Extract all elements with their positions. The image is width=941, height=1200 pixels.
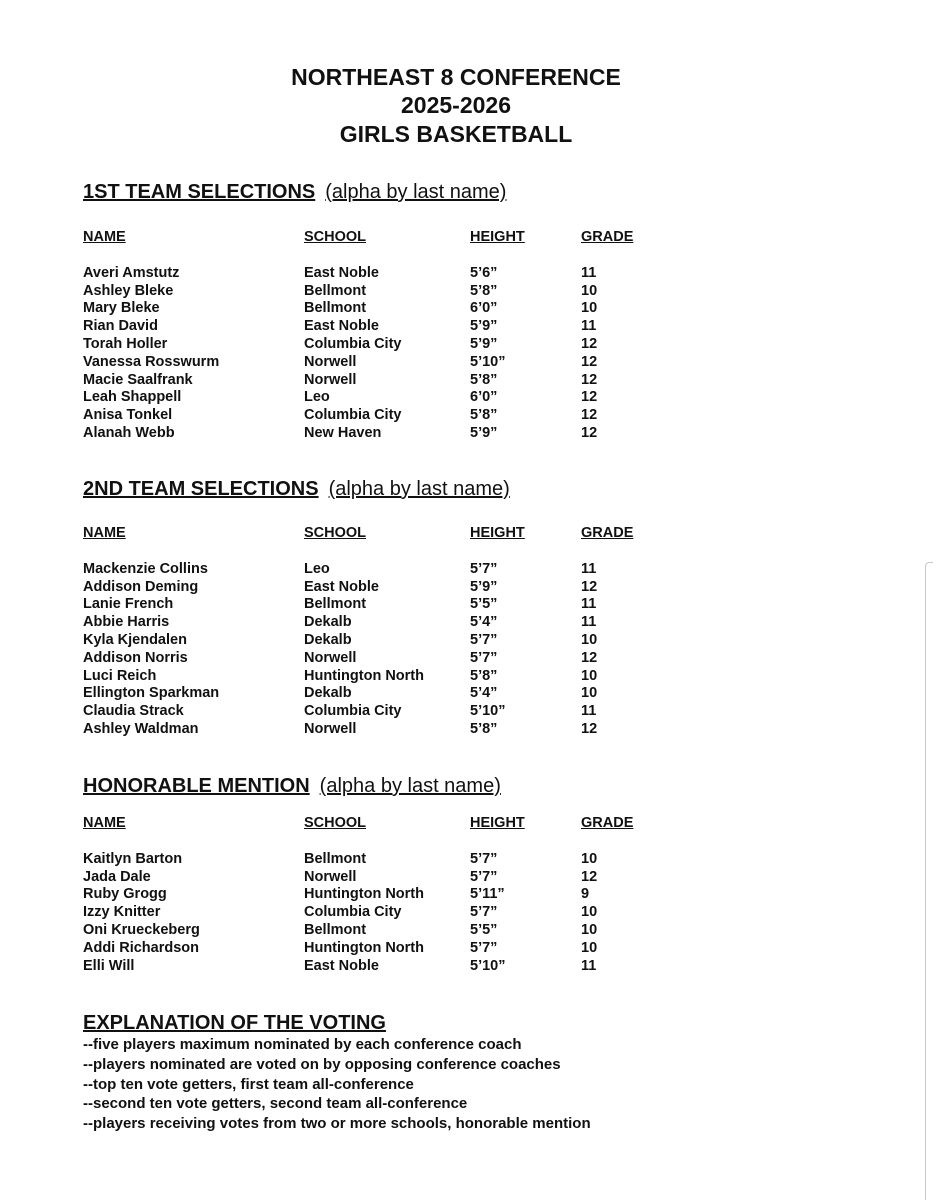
player-school: Dekalb <box>304 631 352 648</box>
table-row <box>0 940 941 958</box>
table-row <box>0 668 941 686</box>
column-header-height: HEIGHT <box>470 525 525 541</box>
first-team-heading <box>83 180 506 204</box>
column-header-grade: GRADE <box>581 229 634 245</box>
player-height: 5’6” <box>470 264 498 281</box>
player-height: 5’8” <box>470 720 498 737</box>
player-school: Bellmont <box>304 921 367 938</box>
player-school: Columbia City <box>304 335 402 352</box>
player-name: Averi Amstutz <box>83 264 180 281</box>
player-grade: 11 <box>581 318 597 335</box>
player-height: 5’4” <box>470 685 498 702</box>
first-team-heading-text: 1ST TEAM SELECTIONS <box>83 181 316 203</box>
voting-explanation-line: --five players maximum nominated by each conference coach <box>83 1036 522 1053</box>
honorable-mention-sort-note: (alpha by last name) <box>319 775 501 797</box>
second-team-heading-text: 2ND TEAM SELECTIONS <box>83 478 319 500</box>
player-grade: 12 <box>581 649 598 666</box>
player-grade: 12 <box>581 353 598 370</box>
player-grade: 12 <box>581 335 598 352</box>
player-grade: 12 <box>581 578 598 595</box>
document-title-line-3: GIRLS BASKETBALL <box>339 121 573 147</box>
player-school: East Noble <box>304 264 379 281</box>
player-height: 5’9” <box>470 578 498 595</box>
player-height: 6’0” <box>470 389 498 406</box>
player-height: 5’8” <box>470 282 498 299</box>
voting-explanation-line: --top ten vote getters, first team all-conference <box>83 1075 414 1093</box>
table-row <box>0 632 941 650</box>
player-school: Huntington North <box>304 667 424 684</box>
player-height: 5’7” <box>470 649 498 666</box>
table-row <box>0 561 941 579</box>
column-header-height: HEIGHT <box>470 815 525 831</box>
player-grade: 10 <box>581 667 598 684</box>
column-header-school: SCHOOL <box>304 229 367 245</box>
player-school: Norwell <box>304 720 357 737</box>
player-name: Addison Deming <box>83 578 199 595</box>
honorable-mention-heading <box>83 774 501 798</box>
player-height: 5’7” <box>470 939 498 956</box>
player-grade: 12 <box>581 389 598 406</box>
player-height: 5’7” <box>470 850 498 867</box>
player-name: Ashley Waldman <box>83 720 199 737</box>
table-header-row <box>0 815 941 833</box>
player-school: Bellmont <box>304 596 367 613</box>
player-school: Bellmont <box>304 300 367 317</box>
player-grade: 10 <box>581 921 598 938</box>
player-height: 5’9” <box>470 335 498 352</box>
table-row <box>0 265 941 283</box>
player-name: Addison Norris <box>83 649 188 666</box>
player-height: 5’4” <box>470 614 498 631</box>
table-row <box>0 336 941 354</box>
player-height: 5’8” <box>470 667 498 684</box>
player-school: Bellmont <box>304 850 367 867</box>
player-grade: 10 <box>581 850 598 867</box>
second-team-heading <box>83 477 510 501</box>
vertical-scrollbar[interactable] <box>925 562 933 1200</box>
voting-explanation-line: --players receiving votes from two or more schools, honorable mention <box>83 1115 591 1133</box>
player-height: 5’11” <box>470 886 505 903</box>
player-school: Columbia City <box>304 904 402 921</box>
player-height: 5’9” <box>470 318 498 335</box>
table-row <box>0 389 941 407</box>
first-team-sort-note: (alpha by last name) <box>325 181 507 203</box>
table-row <box>0 886 941 904</box>
player-height: 5’9” <box>470 424 498 441</box>
player-grade: 11 <box>581 957 597 974</box>
player-name: Kyla Kjendalen <box>83 631 187 648</box>
player-name: Kaitlyn Barton <box>83 850 183 867</box>
player-name: Izzy Knitter <box>83 904 161 921</box>
voting-explanation-list <box>83 1035 591 1134</box>
player-height: 5’10” <box>470 353 506 370</box>
player-school: Huntington North <box>304 939 424 956</box>
table-row <box>0 703 941 721</box>
player-height: 5’5” <box>470 921 498 938</box>
player-school: Norwell <box>304 371 357 388</box>
player-name: Jada Dale <box>83 868 151 885</box>
player-height: 5’8” <box>470 371 498 388</box>
column-header-grade: GRADE <box>581 525 634 541</box>
player-school: New Haven <box>304 424 382 441</box>
player-grade: 11 <box>581 703 597 720</box>
player-school: East Noble <box>304 578 379 595</box>
player-name: Macie Saalfrank <box>83 371 193 388</box>
player-name: Oni Krueckeberg <box>83 921 200 938</box>
player-name: Elli Will <box>83 957 135 974</box>
table-row <box>0 650 941 668</box>
player-grade: 11 <box>581 560 597 577</box>
document-title-line-2: 2025-2026 <box>401 92 511 118</box>
table-row <box>0 721 941 739</box>
player-school: Dekalb <box>304 685 352 702</box>
player-school: East Noble <box>304 957 379 974</box>
player-name: Leah Shappell <box>83 389 182 406</box>
voting-explanation-heading: EXPLANATION OF THE VOTING <box>83 1012 386 1034</box>
player-name: Ashley Bleke <box>83 282 174 299</box>
player-grade: 10 <box>581 939 598 956</box>
table-row <box>0 958 941 976</box>
second-team-sort-note: (alpha by last name) <box>328 478 510 500</box>
player-height: 5’5” <box>470 596 498 613</box>
player-name: Addi Richardson <box>83 939 200 956</box>
player-name: Lanie French <box>83 596 174 613</box>
player-name: Vanessa Rosswurm <box>83 353 220 370</box>
player-grade: 10 <box>581 282 598 299</box>
honorable-mention-heading-text: HONORABLE MENTION <box>83 775 310 797</box>
player-grade: 11 <box>581 596 597 613</box>
player-school: Leo <box>304 389 330 406</box>
table-row <box>0 354 941 372</box>
voting-explanation-line: --players nominated are voted on by opposing conference coaches <box>83 1055 561 1073</box>
player-height: 5’10” <box>470 703 506 720</box>
table-row <box>0 904 941 922</box>
table-row <box>0 425 941 443</box>
player-name: Rian David <box>83 318 158 335</box>
player-name: Claudia Strack <box>83 703 184 720</box>
table-row <box>0 407 941 425</box>
table-row <box>0 922 941 940</box>
player-name: Ellington Sparkman <box>83 685 220 702</box>
column-header-grade: GRADE <box>581 815 634 831</box>
table-header-row <box>0 229 941 247</box>
player-school: Bellmont <box>304 282 367 299</box>
column-header-name: NAME <box>83 525 126 541</box>
player-grade: 10 <box>581 904 598 921</box>
player-grade: 12 <box>581 407 598 424</box>
document-title-line-1: NORTHEAST 8 CONFERENCE <box>291 64 621 90</box>
table-row <box>0 851 941 869</box>
second-team-roster <box>0 525 941 739</box>
table-row <box>0 300 941 318</box>
player-grade: 9 <box>581 886 590 903</box>
player-height: 5’8” <box>470 407 498 424</box>
player-grade: 12 <box>581 424 598 441</box>
table-row <box>0 596 941 614</box>
player-height: 5’7” <box>470 868 498 885</box>
column-header-school: SCHOOL <box>304 525 367 541</box>
player-name: Ruby Grogg <box>83 886 167 903</box>
player-name: Mary Bleke <box>83 300 160 317</box>
table-row <box>0 283 941 301</box>
player-grade: 12 <box>581 720 598 737</box>
honorable-mention-roster <box>0 815 941 975</box>
table-row <box>0 318 941 336</box>
player-grade: 10 <box>581 631 598 648</box>
player-height: 5’7” <box>470 904 498 921</box>
player-height: 5’7” <box>470 631 498 648</box>
player-school: Norwell <box>304 353 357 370</box>
voting-explanation-line: --second ten vote getters, second team all-conference <box>83 1095 468 1113</box>
player-grade: 12 <box>581 371 598 388</box>
player-school: Columbia City <box>304 407 402 424</box>
player-school: Huntington North <box>304 886 424 903</box>
player-grade: 12 <box>581 868 598 885</box>
player-name: Torah Holler <box>83 335 168 352</box>
table-row <box>0 372 941 390</box>
table-header-row <box>0 525 941 543</box>
player-height: 5’7” <box>470 560 498 577</box>
column-header-name: NAME <box>83 815 126 831</box>
player-school: Columbia City <box>304 703 402 720</box>
first-team-roster <box>0 229 941 443</box>
player-school: Leo <box>304 560 330 577</box>
player-school: Dekalb <box>304 614 352 631</box>
table-row <box>0 869 941 887</box>
table-row <box>0 579 941 597</box>
table-row <box>0 614 941 632</box>
player-name: Alanah Webb <box>83 424 175 441</box>
player-name: Mackenzie Collins <box>83 560 208 577</box>
player-school: Norwell <box>304 649 357 666</box>
player-grade: 10 <box>581 685 598 702</box>
column-header-school: SCHOOL <box>304 815 367 831</box>
player-name: Luci Reich <box>83 667 157 684</box>
player-school: East Noble <box>304 318 379 335</box>
player-grade: 10 <box>581 300 598 317</box>
player-name: Anisa Tonkel <box>83 407 173 424</box>
player-grade: 11 <box>581 614 597 631</box>
player-grade: 11 <box>581 264 597 281</box>
player-school: Norwell <box>304 868 357 885</box>
player-height: 5’10” <box>470 957 506 974</box>
player-name: Abbie Harris <box>83 614 170 631</box>
column-header-height: HEIGHT <box>470 229 525 245</box>
column-header-name: NAME <box>83 229 126 245</box>
player-height: 6’0” <box>470 300 498 317</box>
table-row <box>0 685 941 703</box>
